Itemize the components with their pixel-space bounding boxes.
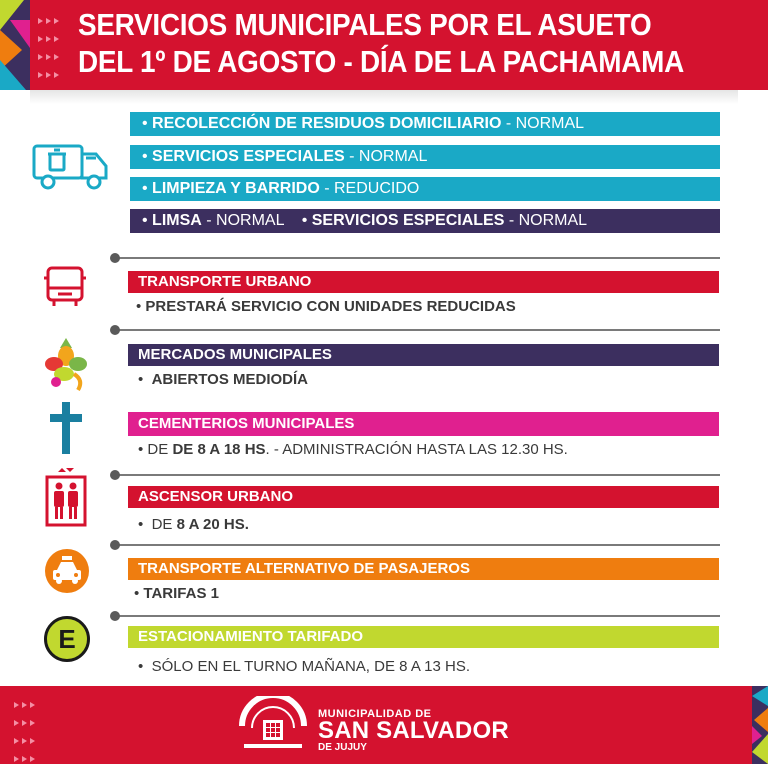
- header-shadow: [30, 90, 738, 104]
- cementerios-hours: DE 8 A 18 HS: [172, 441, 266, 458]
- header-banner: [0, 0, 768, 90]
- parking-e-icon: E: [44, 616, 90, 662]
- waste-item-1-status: NORMAL: [515, 115, 585, 132]
- title-line-1: SERVICIOS MUNICIPALES POR EL ASUETO: [78, 7, 652, 42]
- ascensor-de: DE: [151, 516, 173, 533]
- elevator-icon: [44, 466, 88, 528]
- page-title: [78, 6, 684, 80]
- mercados-detail: • ABIERTOS MEDIODÍA: [138, 371, 308, 388]
- waste-item-1-label: RECOLECCIÓN DE RESIDUOS DOMICILIARIO: [152, 115, 502, 132]
- cementerios-admin: . - ADMINISTRACIÓN HASTA LAS 12.30 HS.: [265, 441, 568, 458]
- ascensor-title: ASCENSOR URBANO: [128, 486, 719, 508]
- decorative-triangles-icon: [14, 698, 42, 764]
- mercados-detail-text: ABIERTOS MEDIODÍA: [151, 371, 308, 388]
- logo-line-2: SAN SALVADOR: [318, 717, 509, 744]
- estacionamiento-detail: • SÓLO EN EL TURNO MAÑANA, DE 8 A 13 HS.: [138, 658, 471, 675]
- alternativo-title: TRANSPORTE ALTERNATIVO DE PASAJEROS: [128, 558, 719, 580]
- taxi-icon: [44, 548, 90, 594]
- municipality-logo-icon: [238, 696, 308, 756]
- limsa-status: NORMAL: [216, 212, 284, 229]
- municipality-logo-text: [318, 708, 509, 753]
- waste-item-2-status: NORMAL: [358, 148, 428, 165]
- section-divider: [114, 615, 720, 617]
- section-divider: [114, 257, 720, 259]
- waste-item-2-label: SERVICIOS ESPECIALES: [152, 148, 345, 165]
- estacionamiento-title: ESTACIONAMIENTO TARIFADO: [128, 626, 719, 648]
- estacionamiento-detail-text: SÓLO EN EL TURNO MAÑANA, DE 8 A 13 HS.: [151, 658, 471, 675]
- footer-banner: [0, 686, 768, 764]
- cementerios-title: CEMENTERIOS MUNICIPALES: [128, 412, 719, 436]
- decorative-shapes-icon: [0, 0, 30, 90]
- limsa-label: LIMSA: [152, 212, 202, 229]
- limsa-bar: • LIMSA - NORMAL • SERVICIOS ESPECIALES - NORMAL: [130, 209, 720, 233]
- section-divider: [114, 474, 720, 476]
- alternativo-detail-text: TARIFAS 1: [143, 585, 219, 602]
- produce-icon: [40, 334, 92, 394]
- transporte-urbano-detail: • PRESTARÁ SERVICIO CON UNIDADES REDUCIDAS: [136, 298, 516, 315]
- section-divider: [114, 544, 720, 546]
- section-divider: [114, 329, 720, 331]
- bus-icon: [42, 264, 88, 310]
- transporte-urbano-detail-text: PRESTARÁ SERVICIO CON UNIDADES REDUCIDAS: [145, 298, 516, 315]
- waste-item-1: • RECOLECCIÓN DE RESIDUOS DOMICILIARIO - NORMAL: [130, 112, 720, 136]
- cementerios-detail: • DE DE 8 A 18 HS. - ADMINISTRACIÓN HASTA LAS 12.30 HS.: [138, 441, 568, 458]
- title-line-2: DEL 1º DE AGOSTO - DÍA DE LA PACHAMAMA: [78, 44, 685, 79]
- limsa-especiales-label: SERVICIOS ESPECIALES: [311, 212, 505, 229]
- limsa-especiales-status: NORMAL: [518, 212, 588, 229]
- logo-line-1: MUNICIPALIDAD DE: [318, 708, 432, 720]
- waste-item-3-status: REDUCIDO: [333, 180, 420, 197]
- mercados-title: MERCADOS MUNICIPALES: [128, 344, 719, 366]
- cross-icon: [48, 402, 84, 454]
- waste-item-3: • LIMPIEZA Y BARRIDO - REDUCIDO: [130, 177, 720, 201]
- waste-item-3-label: LIMPIEZA Y BARRIDO: [152, 180, 320, 197]
- waste-item-2: • SERVICIOS ESPECIALES - NORMAL: [130, 145, 720, 169]
- alternativo-detail: • TARIFAS 1: [134, 585, 219, 602]
- decorative-shapes-icon: [752, 686, 768, 764]
- transporte-urbano-title: TRANSPORTE URBANO: [128, 271, 719, 293]
- logo-line-3: DE JUJUY: [318, 742, 367, 753]
- ascensor-detail: • DE 8 A 20 HS.: [138, 516, 249, 533]
- ascensor-hours: 8 A 20 HS.: [176, 516, 249, 533]
- decorative-triangles-icon: [38, 14, 64, 90]
- garbage-truck-icon: [30, 140, 110, 192]
